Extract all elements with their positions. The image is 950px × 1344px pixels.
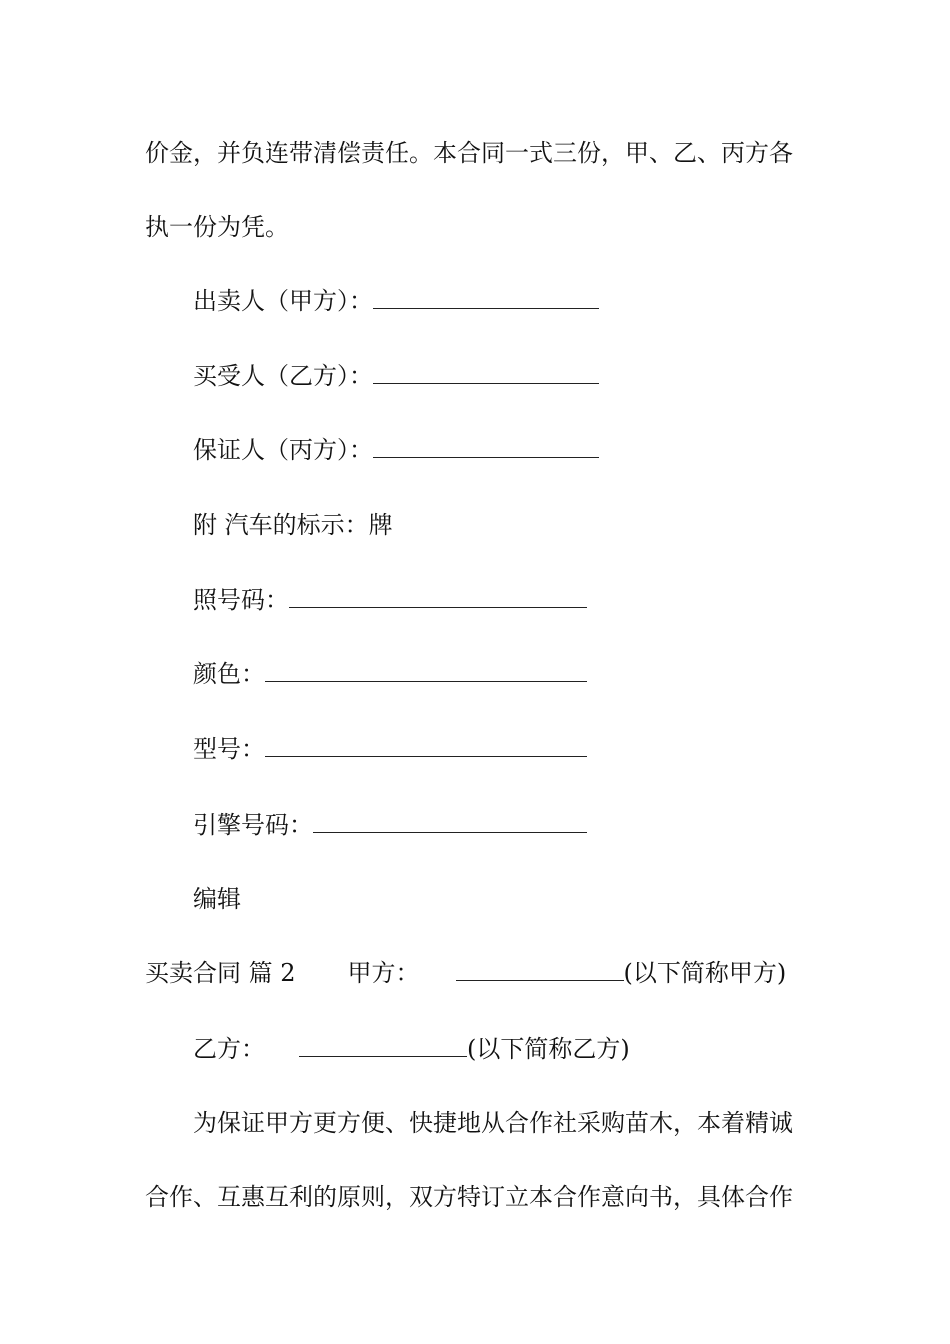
plate-label: 照号码： <box>193 586 289 614</box>
paragraph-line: 执一份为凭。 <box>145 213 289 241</box>
party-a-label: 甲方： <box>347 959 420 987</box>
plate-row <box>193 585 587 615</box>
engine-label: 引擎号码： <box>193 811 313 839</box>
engine-blank <box>313 810 587 833</box>
guarantor-label: 保证人（丙方）： <box>193 436 373 464</box>
seller-blank <box>373 286 599 309</box>
guarantor-signature-row <box>193 435 599 465</box>
buyer-signature-row <box>193 361 599 391</box>
buyer-label: 买受人（乙方）： <box>193 362 373 390</box>
section2-title-row <box>145 958 786 988</box>
party-b-label: 乙方： <box>193 1035 265 1063</box>
color-label: 颜色： <box>193 660 265 688</box>
engine-row <box>193 810 587 840</box>
appendix-heading: 附 汽车的标示：牌 <box>193 511 393 539</box>
plate-blank <box>289 585 587 608</box>
party-b-note: (以下简称乙方) <box>467 1035 630 1063</box>
model-label: 型号： <box>193 735 265 763</box>
edit-label: 编辑 <box>193 885 241 913</box>
party-b-blank <box>299 1034 467 1057</box>
party-b-row <box>193 1034 630 1064</box>
buyer-blank <box>373 361 599 384</box>
model-blank <box>265 734 587 757</box>
paragraph-line: 为保证甲方更方便、快捷地从合作社采购苗木，本着精诚 <box>193 1109 793 1137</box>
model-row <box>193 734 587 764</box>
seller-label: 出卖人（甲方）： <box>193 287 373 315</box>
party-a-blank <box>456 958 624 981</box>
color-row <box>193 659 587 689</box>
seller-signature-row <box>193 286 599 316</box>
guarantor-blank <box>373 435 599 458</box>
paragraph-line: 价金，并负连带清偿责任。本合同一式三份，甲、乙、丙方各 <box>145 139 793 167</box>
section2-title: 买卖合同 篇 2 <box>145 959 296 987</box>
party-a-note: (以下简称甲方) <box>623 959 787 987</box>
color-blank <box>265 659 587 682</box>
paragraph-line: 合作、互惠互利的原则，双方特订立本合作意向书，具体合作 <box>145 1183 793 1211</box>
